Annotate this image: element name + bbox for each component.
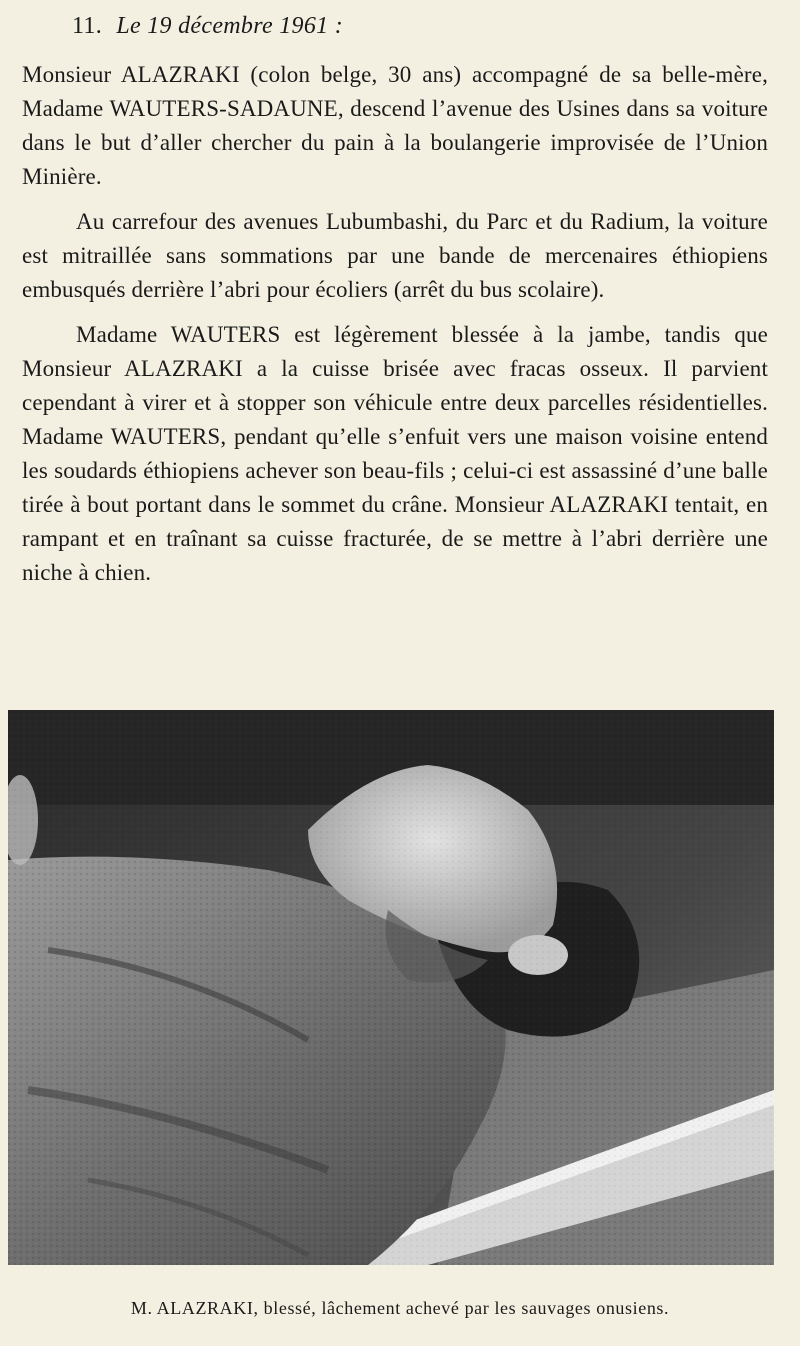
photograph-illustration [8, 710, 774, 1265]
photograph [8, 710, 774, 1265]
section-date: Le 19 décembre 1961 : [116, 13, 344, 39]
photo-caption: M. ALAZRAKI, blessé, lâchement achevé par les sauvages onusiens. [130, 1298, 670, 1318]
paragraph-3: Madame WAUTERS est légèrement blessée à la jambe, tandis que Monsieur ALAZRAKI a la cuisse brisée avec fracas osseux. Il parvient cependant à virer et à stopper son véhicule entre deux parcelles résidentielles. Madame WAUTERS, pendant qu’elle s’enfuit vers une maison voisine entend les soudards éthiopiens achever son beau-fils ; celui-ci est assassiné d’une balle tirée à bout portant dans le sommet du crâne. Monsieur ALAZRAKI tentait, en rampant et en traînant sa cuisse fracturée, de se mettre à l’abri derrière une niche à chien. [22, 322, 768, 585]
body-text [22, 58, 768, 601]
section-heading [72, 8, 343, 44]
paragraph-2: Au carrefour des avenues Lubumbashi, du Parc et du Radium, la voiture est mitraillée sans sommations par une bande de mercenaires éthiopiens embusqués derrière l’abri pour écoliers (arrêt du bus scolaire). [22, 209, 768, 302]
section-number: 11. [72, 13, 103, 39]
paragraph-1: Monsieur ALAZRAKI (colon belge, 30 ans) accompagné de sa belle-mère, Madame WAUTERS-SADAUNE, descend l’avenue des Usines dans sa voiture dans le but d’aller chercher du pain à la boulangerie improvisée de l’Union Minière. [22, 62, 768, 189]
